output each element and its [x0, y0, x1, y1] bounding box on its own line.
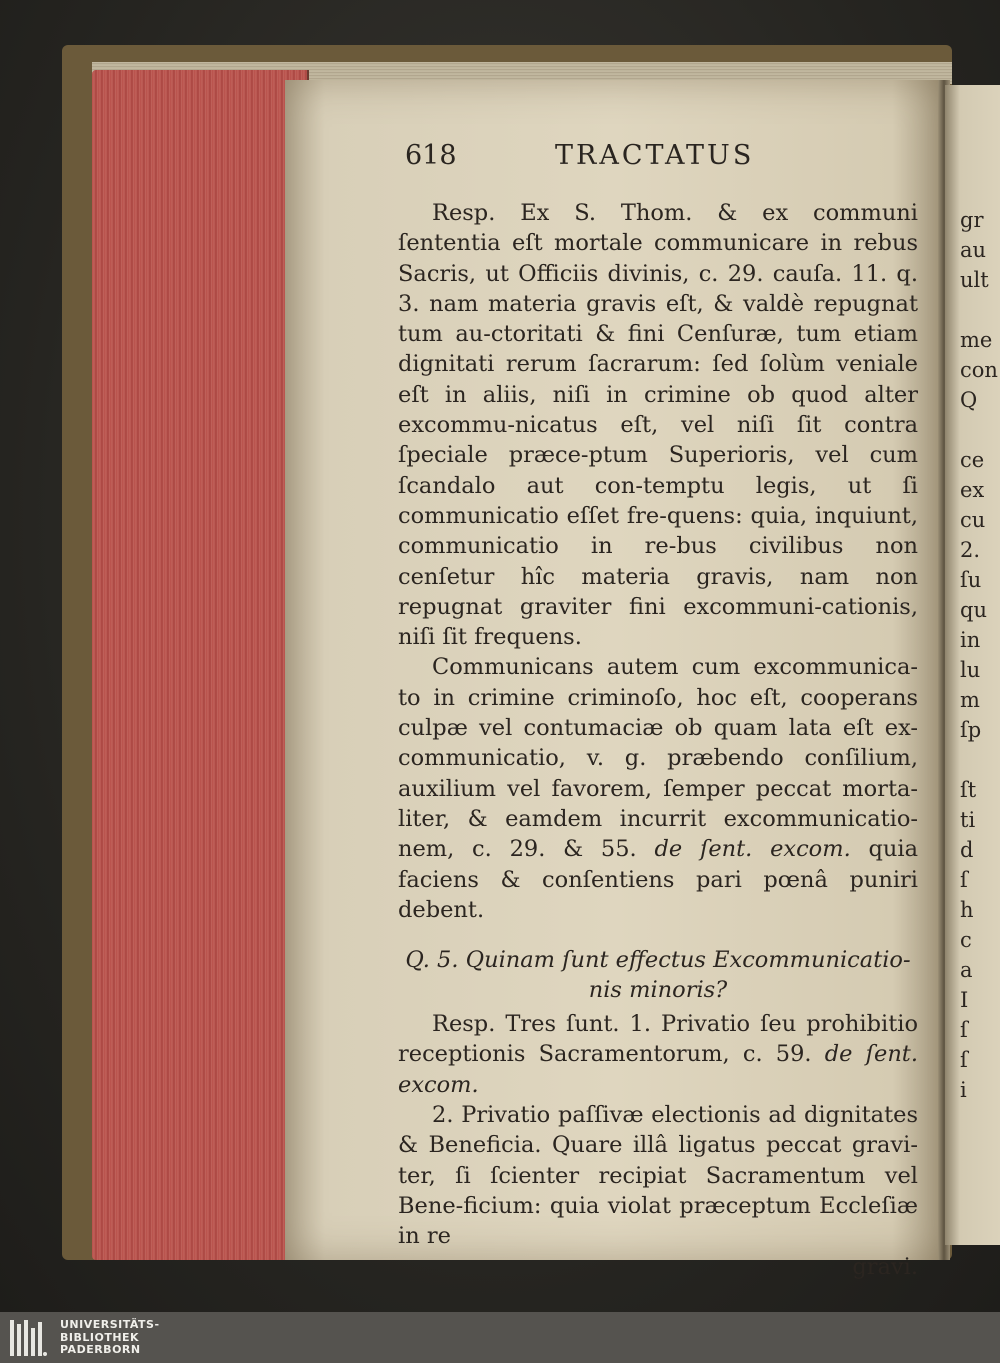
fragment-line: au — [960, 238, 987, 262]
fragment-line: gr — [960, 208, 984, 232]
fragment-line: ult — [960, 268, 989, 292]
library-name-line-1: UNIVERSITÄTS- — [60, 1318, 160, 1331]
fragment-line: ſp — [960, 718, 982, 742]
page-text-block — [398, 198, 918, 1282]
library-name — [60, 1319, 160, 1357]
library-footer-bar — [0, 1312, 1000, 1363]
fragment-line: a — [960, 958, 973, 982]
fragment-line: 2. — [960, 538, 981, 562]
paragraph-2-citation: de ſent. excom. — [654, 836, 851, 863]
fragment-line: c — [960, 928, 972, 952]
page-fore-edge — [92, 70, 309, 1260]
running-title: TRACTATUS — [555, 140, 755, 171]
paragraph-3 — [398, 1009, 918, 1100]
university-library-logo-icon — [8, 1318, 48, 1358]
question-heading: Q. 5. Quinam ſunt effectus Excommunicatio-nis minoris? — [405, 947, 911, 1004]
fragment-line: qu — [960, 598, 987, 622]
fragment-line: ſt — [960, 778, 977, 802]
fragment-line: ſ — [960, 1018, 968, 1042]
fragment-line: ex — [960, 478, 985, 502]
fragment-line: d — [960, 838, 974, 862]
page-number: 618 — [405, 140, 457, 171]
fragment-line: ſ — [960, 1048, 968, 1072]
paragraph-3-text: Resp. Tres ſunt. 1. Privatio ſeu prohibitio receptionis Sacramentorum, c. 59. — [398, 1011, 918, 1068]
paragraph-1: Resp. Ex S. Thom. & ex communi ſententia eſt mortale communicare in rebus Sacris, ut Officiis divinis, c. 29. cauſa. 11. q. 3. nam materia gravis eſt, & valdè repugnat tum au-ctoritati & fini Cenſuræ, tum etiam dignitati rerum ſacrarum: ſed ſolùm veniale eſt in aliis, niſi in crimine ob quod alter excommu-nicatus eſt, vel niſi ſit contra ſpeciale præce-ptum Superioris, vel cum ſcandalo aut con-temptu legis, ut ſi communicatio eſſet fre-quens: quia, inquiunt, communicatio in re-bus civilibus non cenſetur hîc materia gravis, nam non repugnat graviter fini excommuni-cationis, niſi ſit frequens. — [398, 200, 918, 651]
paragraph-4: 2. Privatio paſſivæ electionis ad dignitates & Beneficia. Quare illâ ligatus peccat gravi-ter, ſi ſcienter recipiat Sacramentum vel Bene-ficium: quia violat præceptum Eccleſiæ in re — [398, 1102, 918, 1250]
fragment-line: con — [960, 358, 998, 382]
fragment-line: lu — [960, 658, 981, 682]
fragment-line: ti — [960, 808, 976, 832]
fragment-line: ſ — [960, 868, 968, 892]
fragment-line: cu — [960, 508, 986, 532]
fragment-line: Q — [960, 388, 978, 412]
catchword: gravi. — [852, 1253, 918, 1280]
fragment-line: i — [960, 1078, 967, 1102]
fragment-line: in — [960, 628, 981, 652]
fragment-line — [960, 745, 1000, 775]
library-name-line-3: PADERBORN — [60, 1343, 141, 1356]
paragraph-2-text-end: quia faciens & conſentiens pari pœnâ puniri debent. — [398, 836, 919, 923]
paragraph-2 — [398, 652, 918, 925]
fragment-line: me — [960, 328, 993, 352]
fragment-line — [960, 415, 1000, 445]
fragment-line — [960, 295, 1000, 325]
library-name-line-2: BIBLIOTHEK — [60, 1330, 140, 1344]
fragment-line: ſu — [960, 568, 982, 592]
fragment-line: h — [960, 898, 974, 922]
fragment-line: I — [960, 988, 969, 1012]
paragraph-3-citation: de ſent. excom. — [398, 1041, 918, 1098]
fragment-line: m — [960, 688, 980, 712]
running-header — [405, 140, 795, 180]
paragraph-2-text: Communicans autem cum excommunica-to in crimine criminoſo, hoc eſt, cooperans culpæ vel contumaciæ ob quam lata eſt ex-communicatio, v. g. præbendo conſilium, auxilium vel favorem, ſemper peccat morta-liter, & eamdem incurrit excommunicatio-nem, c. 29. & 55. — [398, 654, 918, 863]
right-page-text-fragments — [960, 205, 1000, 1105]
fragment-line: ce — [960, 448, 985, 472]
